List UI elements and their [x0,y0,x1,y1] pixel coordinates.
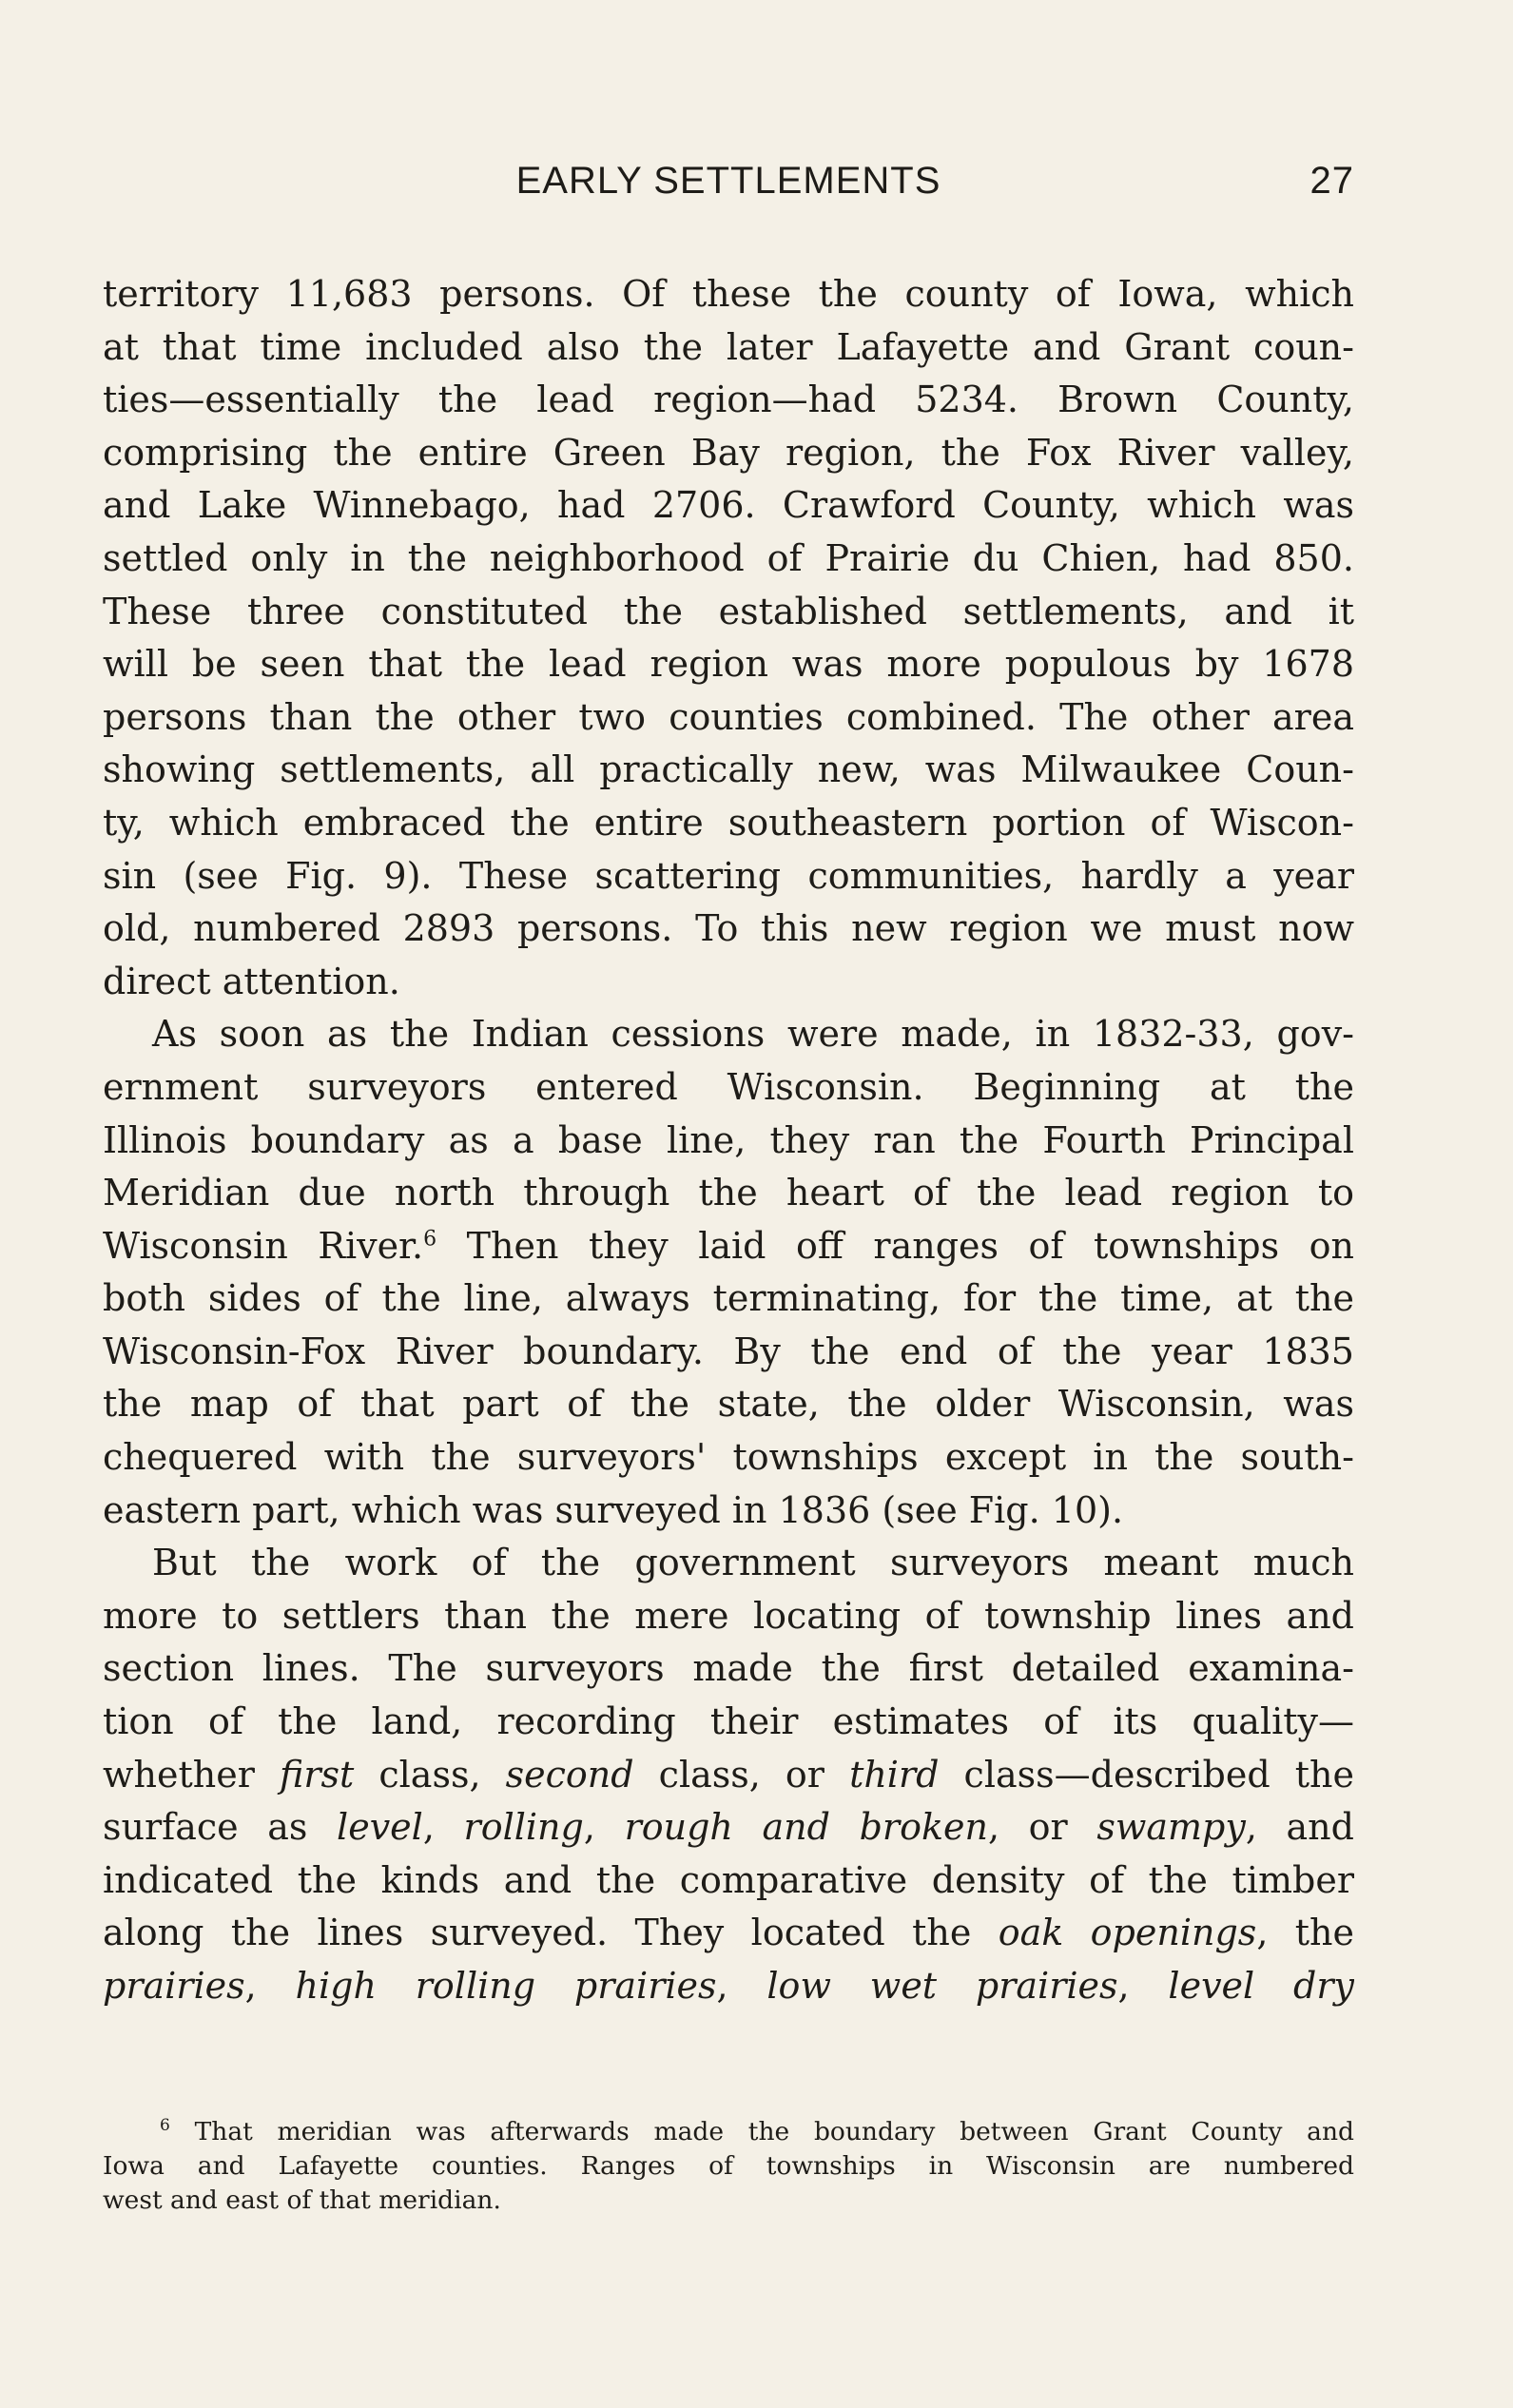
page-number: 27 [1309,160,1354,202]
text-line: chequered with the surveyors' townships except in the south- [103,1436,1354,1479]
italic-term: high rolling prairies [295,1965,717,2007]
text-line: both sides of the line, always terminating, for the time, at the [103,1277,1354,1320]
italic-term: third [849,1753,940,1796]
text-line: sin (see Fig. 9). These scattering communities, hardly a year [103,854,1354,897]
footnote-line: Iowa and Lafayette counties. Ranges of townships in Wisconsin are numbered [103,2151,1354,2181]
paragraph-1 [103,268,1354,1008]
text-segment: , [244,1965,296,2007]
text-segment: class, or [633,1753,850,1796]
text-line: As soon as the Indian cessions were made, in 1832-33, gov- [152,1013,1354,1056]
italic-term: prairies [103,1965,245,2007]
text-segment: surface as [103,1806,338,1849]
footnote-mark: 6 [160,2116,170,2136]
text-line: and Lake Winnebago, had 2706. Crawford County, which was [103,484,1354,527]
text-line-mixed [103,1749,1354,1802]
text-line: territory 11,683 persons. Of these the county of Iowa, which [103,273,1354,315]
text-segment: Then they laid off ranges of townships on [466,1224,1354,1267]
text-line-mixed [103,1907,1354,1960]
italic-term: swampy [1096,1806,1246,1849]
text-line: ernment surveyors entered Wisconsin. Beginning at the [103,1065,1354,1108]
italic-term: level [337,1806,423,1849]
text-segment: Wisconsin River. [103,1224,424,1267]
text-line: eastern part, which was surveyed in 1836 (see Fig. 10). [103,1488,1124,1531]
text-line: direct attention. [103,960,400,1002]
footnote-line: west and east of that meridian. [103,2185,501,2215]
text-line: section lines. The surveyors made the first detailed examina- [103,1647,1354,1690]
text-line: Illinois boundary as a base line, they ran the Fourth Principal [103,1118,1354,1161]
footnote [103,2115,1354,2218]
book-page [103,0,1354,2408]
text-line: tion of the land, recording their estimates of its quality— [103,1700,1354,1743]
text-line: Wisconsin-Fox River boundary. By the end of the year 1835 [103,1330,1354,1372]
text-line: old, numbered 2893 persons. To this new region we must now [103,907,1354,950]
text-line: indicated the kinds and the comparative density of the timber [103,1858,1354,1901]
italic-term: rolling [463,1806,584,1849]
footnote-text: That meridian was afterwards made the boundary between Grant County and [194,2117,1354,2146]
text-segment: along the lines surveyed. They located the [103,1912,999,1954]
italic-term: oak openings [998,1912,1257,1954]
text-line: at that time included also the later Lafayette and Grant coun- [103,325,1354,368]
text-line: These three constituted the established settlements, and it [103,590,1354,632]
italic-term: first [279,1753,355,1796]
running-title: EARLY SETTLEMENTS [515,160,941,202]
text-segment: , and [1245,1806,1354,1849]
text-segment: whether [103,1753,280,1796]
italic-term: second [505,1753,634,1796]
paragraph-3 [103,1537,1354,2012]
body-text [103,268,1354,2013]
text-line: ties—essentially the lead region—had 5234. Brown County, [103,379,1354,421]
footnote-line [103,2115,1354,2149]
text-line: showing settlements, all practically new, was Milwaukee Coun- [103,748,1354,791]
italic-term: level dry [1168,1965,1354,2007]
text-segment: , [716,1965,767,2007]
text-line-with-footnote [103,1220,1354,1273]
italic-term: rough and broken [624,1806,988,1849]
text-segment: , or [987,1806,1097,1849]
text-line: comprising the entire Green Bay region, the Fox River valley, [103,431,1354,474]
text-segment: class, [354,1753,506,1796]
text-segment: , [583,1806,625,1849]
text-segment: class—described the [939,1753,1354,1796]
text-line: Meridian due north through the heart of the lead region to [103,1172,1354,1214]
text-line: But the work of the government surveyors meant much [152,1542,1354,1584]
text-segment: , the [1256,1912,1354,1954]
footnote-reference: 6 [423,1227,437,1252]
italic-term: low wet prairies [766,1965,1118,2007]
text-line-mixed [103,1801,1354,1855]
running-head [103,160,1354,213]
text-line: will be seen that the lead region was more populous by 1678 [103,643,1354,686]
text-line: more to settlers than the mere locating of township lines and [103,1594,1354,1637]
text-line: the map of that part of the state, the older Wisconsin, was [103,1383,1354,1426]
text-segment: , [1117,1965,1169,2007]
text-line: persons than the other two counties combined. The other area [103,695,1354,738]
text-line-mixed [103,1960,1354,2013]
paragraph-2 [103,1008,1354,1537]
text-segment: , [422,1806,464,1849]
text-line: ty, which embraced the entire southeastern portion of Wiscon- [103,801,1354,844]
text-line: settled only in the neighborhood of Prairie du Chien, had 850. [103,536,1354,579]
